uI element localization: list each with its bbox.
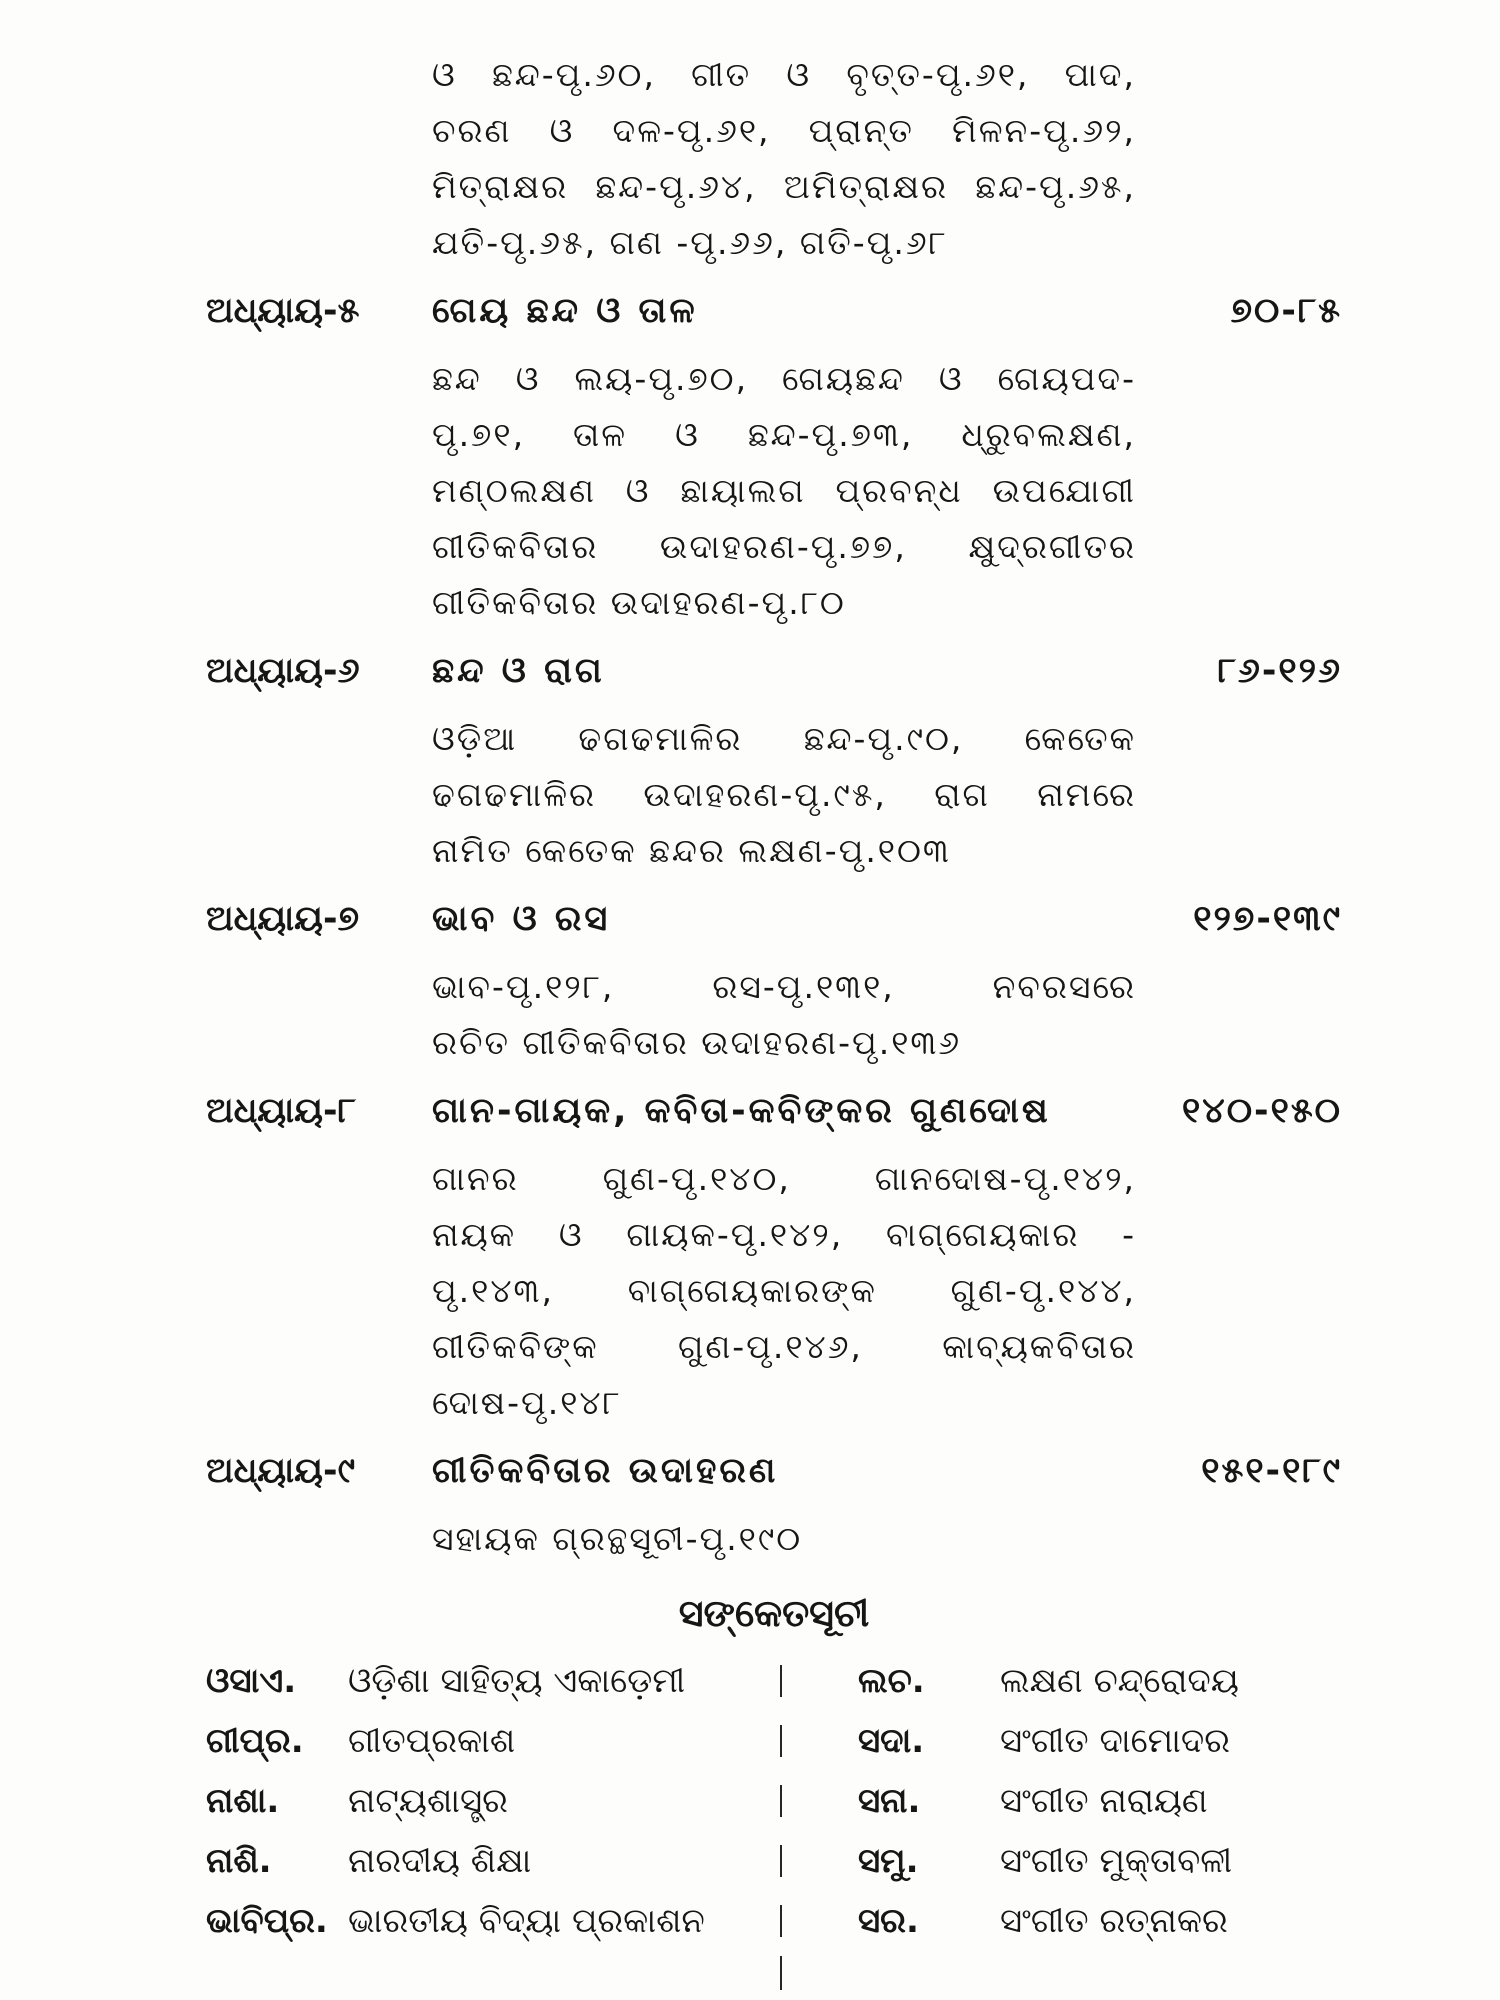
- abbreviation: ଭାବିପ୍ର.: [206, 1901, 328, 1941]
- toc-line: ଗାନର ଗୁଣ-ପୃ.୧୪୦, ଗାନଦୋଷ-ପୃ.୧୪୨,: [432, 1159, 1136, 1198]
- chapter-5-heading: [0, 283, 1500, 339]
- abbreviation-expansion: ସଂଗୀତ ରତ୍ନାକର: [1000, 1901, 1228, 1941]
- abbreviation: ନାଶା.: [206, 1781, 280, 1821]
- abbreviation: ସମୁ.: [858, 1841, 919, 1881]
- abbreviation-row: [0, 1831, 1500, 1891]
- abbreviation-row: [0, 1891, 1500, 1951]
- toc-line: ଚରଣ ଓ ଦଳ-ପୃ.୬୧, ପ୍ରାନ୍ତ ମିଳନ-ପୃ.୬୨,: [432, 111, 1136, 150]
- chapter-label: ଅଧ୍ୟାୟ-୮: [206, 1091, 356, 1131]
- chapter-title: ଛନ୍ଦ ଓ ରାଗ: [432, 651, 605, 691]
- toc-line: ନାମିତ କେତେକ ଛନ୍ଦର ଲକ୍ଷଣ-ପୃ.୧୦୩: [432, 831, 951, 870]
- chapter-title: ଗୀତିକବିତାର ଉଦାହରଣ: [432, 1451, 779, 1491]
- toc-line: ରଚିତ ଗୀତିକବିତାର ଉଦାହରଣ-ପୃ.୧୩୬: [432, 1023, 962, 1062]
- toc-line: ପୃ.୭୧, ତାଳ ଓ ଛନ୍ଦ-ପୃ.୭୩, ଧ୍ରୁବଲକ୍ଷଣ,: [432, 415, 1136, 454]
- abbreviation: ଓସାଏ.: [206, 1661, 297, 1701]
- toc-line: ଛନ୍ଦ ଓ ଲୟ-ପୃ.୭୦, ଗେୟଛନ୍ଦ ଓ ଗେୟପଦ-: [432, 359, 1136, 398]
- abbreviations-heading: ସଙ୍କେତସୂଚୀ: [678, 1591, 870, 1635]
- abbreviation-row: [0, 1651, 1500, 1711]
- column-divider: [780, 1845, 782, 1877]
- toc-line: ପୃ.୧୪୩, ବାଗ୍‌ଗେୟକାରଙ୍କ ଗୁଣ-ପୃ.୧୪୪,: [432, 1271, 1136, 1310]
- abbreviation: ସନା.: [858, 1781, 921, 1821]
- chapter-page-range: ୧୪୦-୧୫୦: [1182, 1091, 1342, 1131]
- chapter-9-heading: [0, 1443, 1500, 1499]
- abbreviation-expansion: ସଂଗୀତ ନାରାୟଣ: [1000, 1781, 1208, 1821]
- chapter-page-range: ୧୨୭-୧୩୯: [1193, 899, 1342, 939]
- chapter-7-contents: [432, 959, 1136, 1071]
- chapter-9-contents: [432, 1511, 1136, 1567]
- chapter-page-range: ୧୫୧-୧୮୯: [1201, 1451, 1342, 1491]
- abbreviation-expansion: ଗୀତପ୍ରକାଶ: [348, 1721, 516, 1761]
- chapter-8-contents: [432, 1151, 1136, 1431]
- toc-line: ଗୀତିକବିଙ୍କ ଗୁଣ-ପୃ.୧୪୬, କାବ୍ୟକବିତାର: [432, 1327, 1136, 1366]
- chapter-6-contents: [432, 711, 1136, 879]
- toc-line: ଓ ଛନ୍ଦ-ପୃ.୬୦, ଗୀତ ଓ ବୃତ୍ତ-ପୃ.୬୧, ପାଦ,: [432, 55, 1136, 94]
- chapter-page-range: ୮୬-୧୨୬: [1217, 651, 1342, 691]
- table-of-contents: [0, 47, 1500, 1567]
- toc-line: ମଣ୍ଠଲକ୍ଷଣ ଓ ଛାୟାଲଗ ପ୍ରବନ୍ଧ ଉପଯୋଗୀ: [432, 471, 1136, 510]
- column-divider: [780, 1785, 782, 1817]
- abbreviation-row: [0, 1711, 1500, 1771]
- chapter-title: ଗାନ-ଗାୟକ, କବିତା-କବିଙ୍କର ଗୁଣଦୋଷ: [432, 1091, 1051, 1131]
- abbreviation-expansion: ସଂଗୀତ ମୁକ୍ତାବଳୀ: [1000, 1841, 1233, 1881]
- column-divider: [780, 1725, 782, 1757]
- abbreviation-expansion: ଲକ୍ଷଣ ଚନ୍ଦ୍ରୋଦୟ: [1000, 1661, 1239, 1701]
- chapter-label: ଅଧ୍ୟାୟ-୬: [206, 651, 360, 691]
- chapter-6-heading: [0, 643, 1500, 699]
- abbreviation-expansion: ଓଡ଼ିଶା ସାହିତ୍ୟ ଏକାଡ଼େମୀ: [348, 1661, 686, 1701]
- abbreviation: ସର.: [858, 1901, 919, 1941]
- abbreviation-expansion: ସଂଗୀତ ଦାମୋଦର: [1000, 1721, 1231, 1761]
- abbreviation-expansion: ନାଟ୍ୟଶାସ୍ତ୍ର: [348, 1781, 508, 1821]
- abbreviation: ସଦା.: [858, 1721, 925, 1761]
- toc-line: ଭାବ-ପୃ.୧୨୮, ରସ-ପୃ.୧୩୧, ନବରସରେ: [432, 967, 1136, 1006]
- toc-line: ନାୟକ ଓ ଗାୟକ-ପୃ.୧୪୨, ବାଗ୍‌ଗେୟକାର -: [432, 1215, 1136, 1254]
- toc-line: ସହାୟକ ଗ୍ରନ୍ଥସୂଚୀ-ପୃ.୧୯୦: [432, 1519, 803, 1558]
- chapter-label: ଅଧ୍ୟାୟ-୭: [206, 899, 359, 939]
- chapter-5-contents: [432, 351, 1136, 631]
- toc-line: ଗୀତିକବିତାର ଉଦାହରଣ-ପୃ.୭୭, କ୍ଷୁଦ୍ରଗୀତର: [432, 527, 1136, 566]
- chapter-label: ଅଧ୍ୟାୟ-୯: [206, 1451, 355, 1491]
- chapter-label: ଅଧ୍ୟାୟ-୫: [206, 291, 360, 331]
- abbreviation-row: [0, 1771, 1500, 1831]
- toc-line: ଓଡ଼ିଆ ଢଗଢମାଳିର ଛନ୍ଦ-ପୃ.୯୦, କେତେକ: [432, 719, 1136, 758]
- chapter-title: ଗେୟ ଛନ୍ଦ ଓ ତାଳ: [432, 291, 698, 331]
- abbreviation: ନାଶି.: [206, 1841, 272, 1881]
- chapter-title: ଭାବ ଓ ରସ: [432, 899, 611, 939]
- column-divider: [780, 1665, 782, 1697]
- chapter-8-heading: [0, 1083, 1500, 1139]
- abbreviation-expansion: ନାରଦୀୟ ଶିକ୍ଷା: [348, 1841, 532, 1881]
- chapter-page-range: ୭୦-୮୫: [1230, 291, 1342, 331]
- toc-line: ଢଗଢମାଳିର ଉଦାହରଣ-ପୃ.୯୫, ରାଗ ନାମରେ: [432, 775, 1136, 814]
- toc-line: ଗୀତିକବିତାର ଉଦାହରଣ-ପୃ.୮୦: [432, 583, 846, 622]
- toc-line: ମିତ୍ରାକ୍ଷର ଛନ୍ଦ-ପୃ.୬୪, ଅମିତ୍ରାକ୍ଷର ଛନ୍ଦ-ପୃ.୬୫,: [432, 167, 1136, 206]
- abbreviation: ଗୀପ୍ର.: [206, 1721, 304, 1761]
- abbreviation-expansion: ଭାରତୀୟ ବିଦ୍ୟା ପ୍ରକାଶନ: [348, 1901, 705, 1941]
- column-divider: [780, 1956, 782, 1990]
- toc-line: ଦୋଷ-ପୃ.୧୪୮: [432, 1383, 622, 1422]
- column-divider: [780, 1905, 782, 1937]
- toc-line: ଯତି-ପୃ.୬୫, ଗଣ -ପୃ.୬୬, ଗତି-ପୃ.୬୮: [432, 223, 948, 262]
- chapter-7-heading: [0, 891, 1500, 947]
- abbreviation: ଲଚ.: [858, 1661, 925, 1701]
- abbreviations-table: [0, 1651, 1500, 1951]
- chapter-4-continuation: [432, 47, 1136, 271]
